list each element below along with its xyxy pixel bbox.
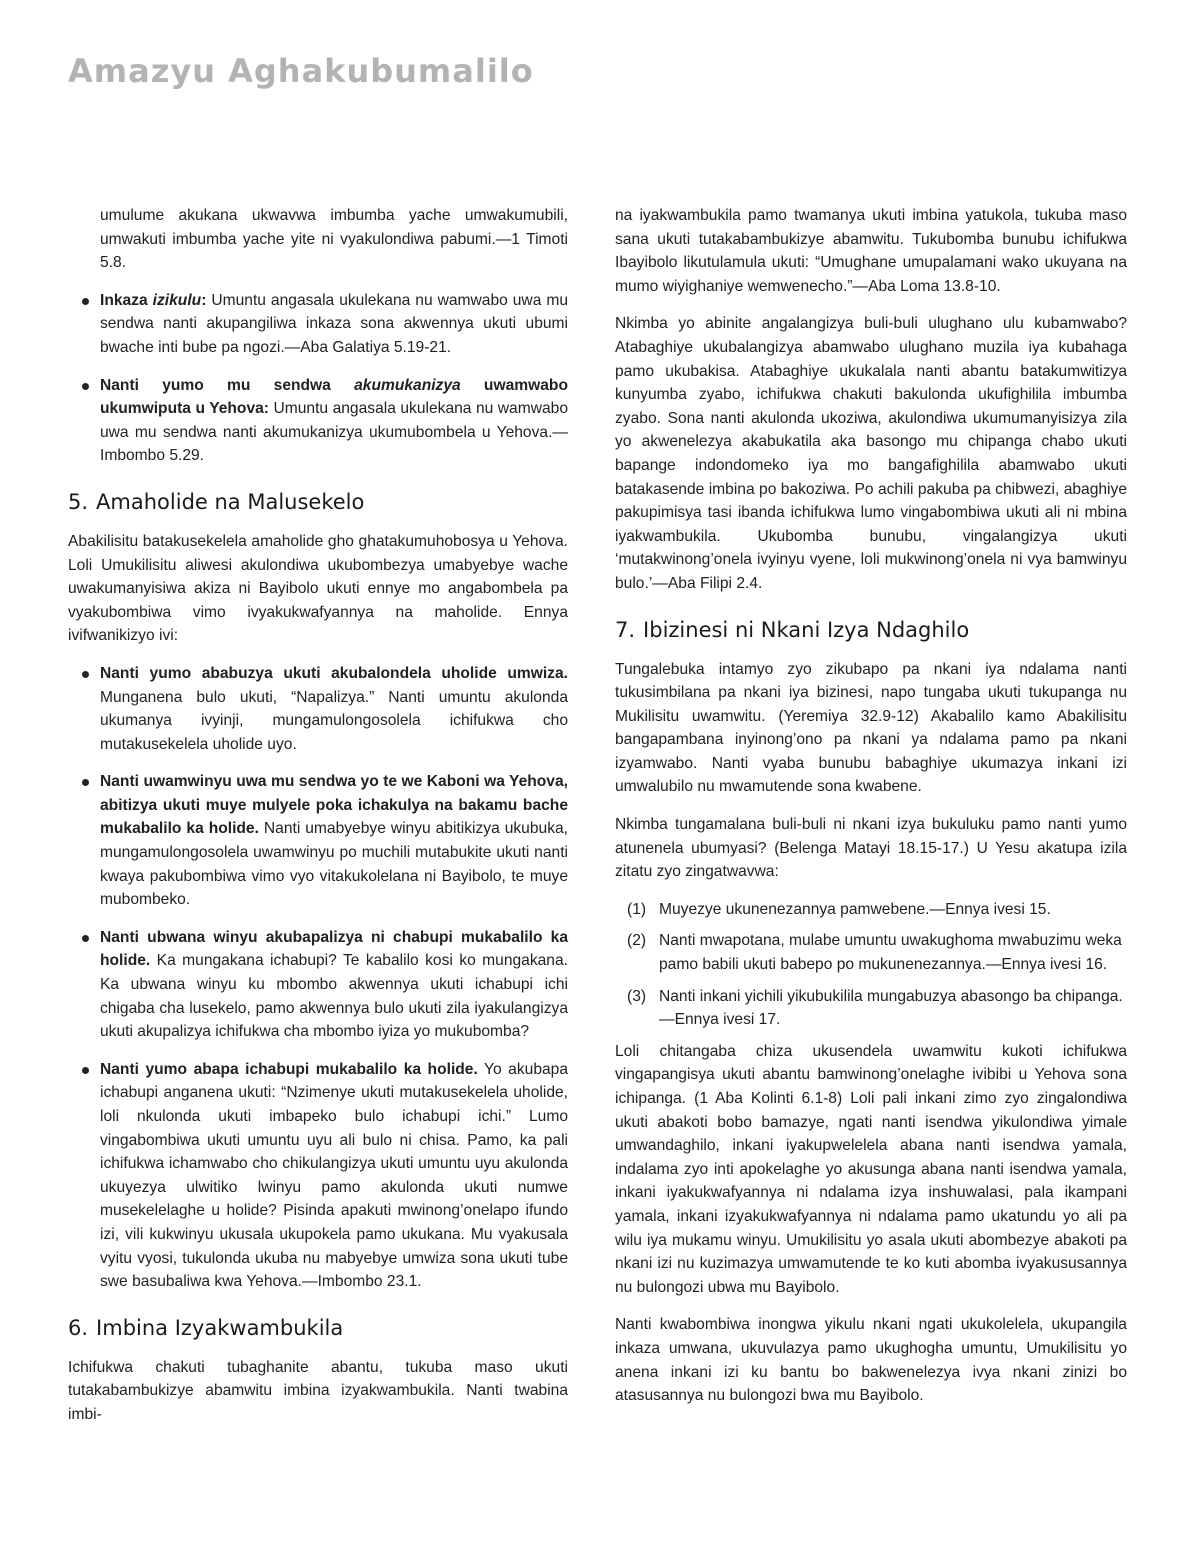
bullet-icon — [82, 935, 89, 942]
bullet-icon — [82, 298, 89, 305]
bullet-icon — [82, 779, 89, 786]
bullet-text: Yo akubapa ichabupi anganena ukuti: “Nzimenye ukuti mutakusekelela uholide, loli nkulonda ukuti imbapeko bulo ichabupi ichi.” Lumo vingabombiwa ukuti umuntu uyu ali bulo ni chisa. Pamo, ka pali ichifukwa ichamwabo cho chikulangizya ukuti umuntu uyu akulonda ukuyezya ulwitiko lwinyu pamo akulonda ukuti numwe musekelelaghe u holide? Pisinda apakuti mwinong’onelapo ifundo izi, vili kukwinyu ukusala ukupokela pamo ukukana. Mu vyakusala vyitu vyosi, tukulonda ukuba nu mabyebye umwiza sona ukuti tube swe basubaliwa kwa Yehova.—Imbombo 23.1. — [100, 1060, 569, 1291]
bullet-text: Umuntu angasala ukulekana nu wamwabo uwa mu sendwa nanti akumukanizya ukumubombela u Yehova.—Imbombo 5.29. — [100, 400, 568, 465]
paragraph: Loli chitangaba chiza ukusendela uwamwitu kukoti ichifukwa vingapangisya ukuti abantu bamwinong’onelaghe ivibibi u Yehova sona ichipanga. (1 Aba Kolinti 6.1-8) Loli pali inkani zimo zyo zingalondiwa ukuti abakoti bobo bamazye, ngati nanti isendwa yikulondiwa yimale umwandaghilo, inkani iyakupwelelela abana nanti isendwa yamala, indalama zyo inti apokelaghe yo akusunga abana nanti isendwa yamala, inkani iyakukwafyannya ni ndalama izya inshuwalasi, pala ikampani yamala, inkani izyakukwafyannya ni ndalama pamo ukatundu yo ali pa wilu iya mukamu winyu. Umukilisitu yo asala ukuti abombezye abakoti pa nkani izi nu kuzimazya umwamutende te ko kuti abomba ivyakususannya nu bulongozi ubwa mu Bayibolo. — [615, 1042, 1127, 1296]
step-text: Muyezye ukunenezannya pamwebene.—Ennya ivesi 15. — [659, 900, 1051, 918]
bullet-icon — [82, 671, 89, 678]
section-intro: Abakilisitu batakusekelela amaholide gho ghatakumuhobosya u Yehova. Loli Umukilisitu aliwesi akulondiwa ukubombezya umabyebye wache uwakumanyisiwa akiza ni Bayibolo ukuti ennye mo angabombela pa vyakubombiwa vimo ivyakukwafyannya na maholide. Ennya ivifwanikizyo ivi: — [68, 532, 568, 645]
paragraph: Tungalebuka intamyo zyo zikubapo pa nkani iya ndalama nanti tukusimbilana pa nkani iya bizinesi, napo tungaba ukuti tukupanga nu Mukilisitu uwamwitu. (Yeremiya 32.9-12) Akabalilo kamo Abakilisitu bangapambana inyinong’ono pa nkani ya ndalama pamo pa nkani izyamwabo. Nanti vyaba bunubu babaghiye ukumazya inkani izi umwalubilo nu mwamutende sona kwabene. — [615, 660, 1127, 796]
bullet-item — [68, 926, 568, 1044]
section-title: Imbina Izyakwambukila — [96, 1315, 344, 1340]
left-column — [68, 204, 568, 1441]
numbered-steps-list — [615, 898, 1127, 1032]
step-number: (1) — [627, 900, 647, 918]
bullet-item — [68, 1058, 568, 1294]
step-number: (2) — [627, 932, 647, 950]
continued-paragraph: umulume akukana ukwavwa imbumba yache umwakumubili, umwakuti imbumba yache yite ni vyakulondiwa pabumi.—1 Timoti 5.8. — [100, 207, 568, 272]
bullet-lead: Nanti yumo abapa ichabupi mukabalilo ka holide. — [100, 1060, 478, 1078]
bullet-lead-italic: izikulu — [152, 291, 202, 309]
section-title: Ibizinesi ni Nkani Izya Ndaghilo — [643, 617, 970, 642]
bullet-text: Munganena bulo ukuti, “Napalizya.” Nanti umuntu akulonda ukumanya ivyinji, mungamulongosolela ichifukwa cho mutakusekelela uholide uyo. — [100, 688, 568, 753]
section-heading-7 — [615, 616, 1127, 644]
section-heading-5 — [68, 488, 568, 516]
step-item — [615, 898, 1127, 922]
bullet-lead: uwamwabo ukumwiputa u Yehova: — [100, 376, 568, 418]
bullet-lead: : — [201, 291, 207, 309]
right-column — [615, 204, 1127, 1422]
step-number: (3) — [627, 987, 647, 1005]
section-heading-6 — [68, 1314, 568, 1342]
running-head-title: Amazyu Aghakubumalilo — [68, 52, 534, 90]
section-intro: Ichifukwa chakuti tubaghanite abantu, tukuba maso ukuti tutakabambukizye abamwitu imbina izyakwambukila. Nanti twabina imbi- — [68, 1358, 568, 1423]
bullet-item — [68, 662, 568, 756]
bullet-list-separation — [68, 289, 568, 468]
bullet-text: Nanti umabyebye winyu abitikizya ukubuka, mungamulongosolela uwamwinyu po muchili mutabukite ukuti nanti kwaya pakubombiwa vimo vyo vitakukolelana ni Bayibolo, te muye mubombeko. — [100, 820, 568, 909]
bullet-item-violence — [68, 289, 568, 360]
bullet-item — [68, 770, 568, 912]
bullet-lead: Nanti yumo ababuzya ukuti akubalondela uholide umwiza. — [100, 664, 568, 682]
section-number: 6. — [68, 1315, 89, 1340]
step-item — [615, 929, 1127, 976]
bullet-text: Umuntu angasala ukulekana nu wamwabo uwa mu sendwa nanti akupangiliwa inkaza sona akwennya ukuti ubumi bwache inti bube pa ngozi.—Aba Galatiya 5.19-21. — [100, 291, 568, 356]
bullet-item-worship-hindered — [68, 374, 568, 468]
section-number: 5. — [68, 489, 89, 514]
paragraph: Nkimba tungamalana buli-buli ni nkani izya bukuluku pamo nanti yumo atunenela ubumyasi? (Belenga Matayi 18.15-17.) U Yesu akatupa izila zitatu zyo zingatwavwa: — [615, 816, 1127, 881]
bullet-lead: Nanti uwamwinyu uwa mu sendwa yo te we Kaboni wa Yehova, abitizya ukuti muye mulyele poka ichakulya na bakamu bache mukabalilo ka holide. — [100, 773, 568, 838]
bullet-lead: Inkaza — [100, 291, 153, 309]
bullet-lead: Nanti yumo mu sendwa — [100, 376, 355, 394]
step-text: Nanti inkani yichili yikubukilila mungabuzya abasongo ba chipanga.—Ennya ivesi 17. — [659, 987, 1123, 1029]
section-number: 7. — [615, 617, 636, 642]
step-text: Nanti mwapotana, mulabe umuntu uwakughoma mwabuzimu weka pamo babili ukuti babepo po mukunenezannya.—Ennya ivesi 16. — [659, 932, 1122, 974]
bullet-icon — [82, 1067, 89, 1074]
section-title: Amaholide na Malusekelo — [96, 489, 365, 514]
bullet-text: Ka mungakana ichabupi? Te kabalilo kosi ko mungakana. Ka ubwana winyu ku mbombo akwennya ukuti ichabupi ichi chigaba cha lusekelo, pamo akwennya bulo ukuti zila iyakulangizya ukuti akupalizya ichifukwa cha mbombo iyiza yo mukubomba? — [100, 952, 568, 1041]
bullet-lead: Nanti ubwana winyu akubapalizya ni chabupi mukabalilo ka holide. — [100, 928, 568, 970]
bullet-lead-italic: akumukanizya — [354, 376, 461, 394]
bullet-icon — [82, 383, 89, 390]
paragraph: na iyakwambukila pamo twamanya ukuti imbina yatukola, tukuba maso sana ukuti tutakabambukizye abamwitu. Tukubomba bunubu ichifukwa Ibayibolo likutulamula ukuti: “Umughane umupalamani wako ukuyana na mumo wiyighaniye wemwenecho.”—Aba Loma 13.8-10. — [615, 207, 1127, 295]
paragraph: Nkimba yo abinite angalangizya buli-buli ulughano ulu kubamwabo? Atabaghiye ukubalangizya abamwabo ulughano muzila iya kubahaga pamo ukubakisa. Atabaghiye ukukalala nanti abantu batakumwitizya kunyumba zyabo, ichifukwa chakuti bakulonda ukufighilila imbumba zyabo. Sona nanti akulonda ukoziwa, akulondiwa ukumumanyisizya zila yo akwenelezya akabukatila aka basongo mu chipanga chabo ukuti bapange indondomeko iya mo bangafighilila abamwabo ukuti batakasende imbina po bakoziwa. Po achili pakuba pa chibwezi, abaghiye pakupimisya tasi ibanda ichifukwa lumo vingabombiwa ukuti ali ni mbina iyakwambukila. Ukubomba bunubu, vingalangizya ukuti ‘mutakwinong’onela ivyinyu vyene, loli mukwinong’onela ni vya bamwinyu bulo.’—Aba Filipi 2.4. — [615, 315, 1127, 592]
step-item — [615, 985, 1127, 1032]
paragraph: Nanti kwabombiwa inongwa yikulu nkani ngati ukukolelela, ukupangila inkaza umwana, ukuvulazya pamo ukughogha umuntu, Umukilisitu yo anena inkani izi ku bantu bo bakwenelezya ivya nkani zinizi bo atasusannya nu bulongozi bwa mu Bayibolo. — [615, 1316, 1127, 1405]
bullet-list-holidays — [68, 662, 568, 1294]
